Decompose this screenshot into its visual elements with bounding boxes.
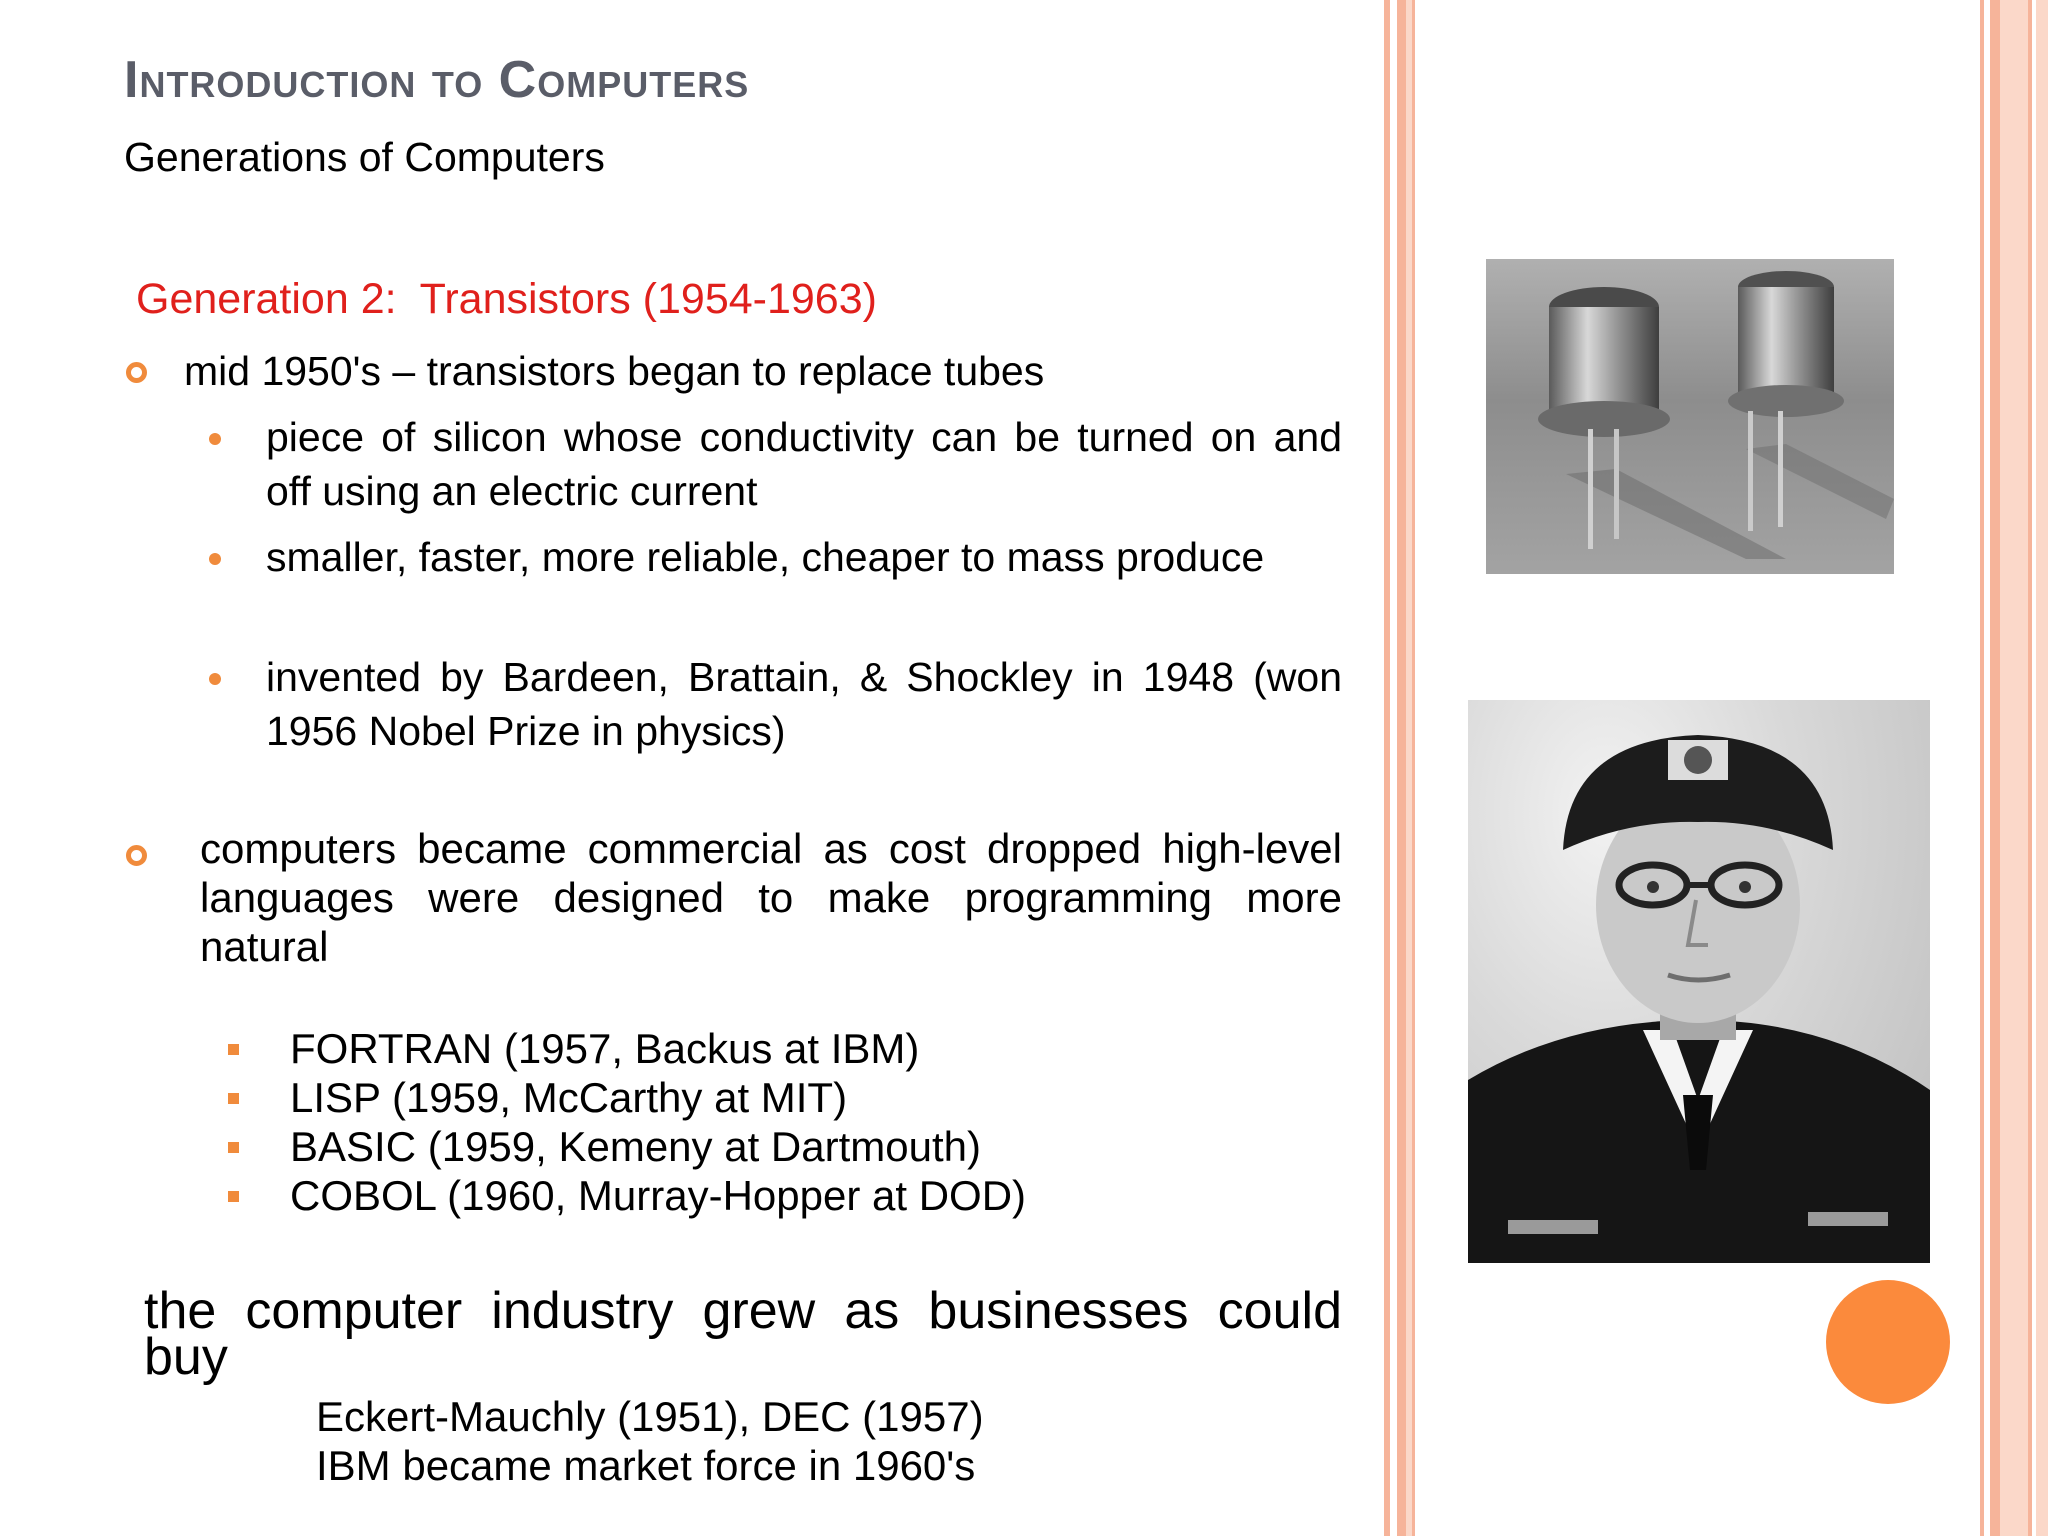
- industry-detail: Eckert-Mauchly (1951), DEC (1957): [316, 1393, 984, 1440]
- decorative-stripe: [2036, 0, 2048, 1536]
- square-bullet-icon: [228, 1191, 239, 1202]
- subpoint-text: smaller, faster, more reliable, cheaper to mass produce: [266, 534, 1265, 580]
- generation-heading: Generation 2: Transistors (1954-1963): [136, 275, 877, 323]
- subpoint-text: piece of silicon whose conductivity can be turned on and off using an electric current: [266, 414, 1342, 514]
- ring-bullet-icon: [126, 845, 147, 866]
- decorative-stripe: [1412, 0, 1415, 1536]
- decorative-circle: [1826, 1280, 1950, 1404]
- language-item: BASIC (1959, Kemeny at Dartmouth): [290, 1123, 981, 1170]
- square-bullet-icon: [228, 1093, 239, 1104]
- point-text: mid 1950's – transistors began to replace tubes: [184, 348, 1045, 394]
- transistors-photo: [1486, 259, 1894, 574]
- decorative-stripe: [2000, 0, 2028, 1536]
- language-item: COBOL (1960, Murray-Hopper at DOD): [290, 1172, 1027, 1219]
- ring-bullet-icon: [126, 362, 147, 383]
- industry-text: the computer industry grew as businesses could buy: [144, 1282, 1342, 1386]
- industry-detail: IBM became market force in 1960's: [316, 1442, 976, 1489]
- decorative-stripe: [1397, 0, 1406, 1536]
- transistors-illustration: [1486, 259, 1894, 574]
- decorative-stripe: [1990, 0, 2000, 1536]
- decorative-stripe: [1384, 0, 1390, 1536]
- slide-subtitle: Generations of Computers: [124, 134, 605, 180]
- slide-title: Introduction to Computers: [124, 51, 750, 109]
- square-bullet-icon: [228, 1044, 239, 1055]
- square-bullet-icon: [228, 1142, 239, 1153]
- subpoint-text: invented by Bardeen, Brattain, & Shockley in 1948 (won 1956 Nobel Prize in physics): [266, 654, 1342, 754]
- portrait-photo: [1468, 700, 1930, 1263]
- language-item: LISP (1959, McCarthy at MIT): [290, 1074, 848, 1121]
- point-text: computers became commercial as cost dropped high-level languages were designed to make programming more natural: [200, 825, 1342, 970]
- decorative-stripe: [2028, 0, 2032, 1536]
- dot-bullet-icon: [209, 673, 221, 685]
- dot-bullet-icon: [209, 433, 221, 445]
- decorative-stripe: [1980, 0, 1984, 1536]
- portrait-illustration: [1468, 700, 1930, 1263]
- language-item: FORTRAN (1957, Backus at IBM): [290, 1025, 920, 1072]
- dot-bullet-icon: [209, 553, 221, 565]
